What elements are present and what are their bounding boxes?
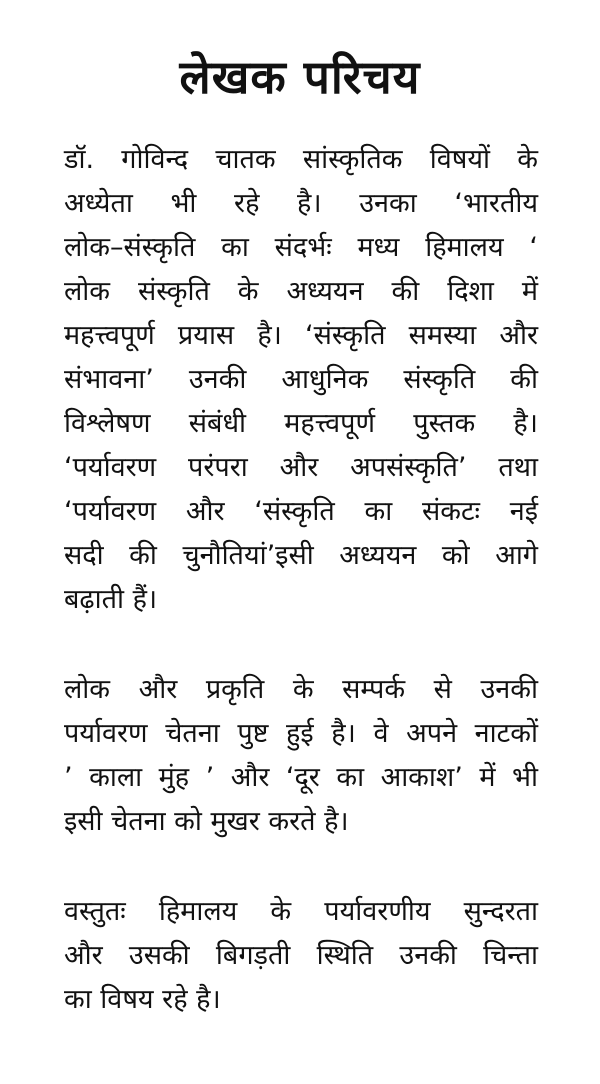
page-title: लेखक परिचय xyxy=(179,50,421,104)
paragraph-3-line: का विषय रहे है। xyxy=(64,984,221,1015)
paragraph-1-line: ‘पर्यावरण और ‘संस्कृति का संकटः नई xyxy=(64,496,538,527)
paragraph-1-line: लोक संस्कृति के अध्ययन की दिशा में xyxy=(64,276,538,307)
paragraph-2-line: पर्यावरण चेतना पुष्ट हुई है। वे अपने नाटकों xyxy=(64,718,538,749)
paragraph-2-line: ’ काला मुंह ’ और ‘दूर का आकाश’ में भी xyxy=(64,762,538,793)
paragraph-2-line: इसी चेतना को मुखर करते है। xyxy=(64,806,349,837)
paragraph-1-line: लोक–संस्कृति का संदर्भः मध्य हिमालय ‘ xyxy=(64,232,538,263)
paragraph-1-line: संभावना’ उनकी आधुनिक संस्कृति की xyxy=(64,364,538,395)
paragraph-1-line: डॉ. गोविन्द चातक सांस्कृतिक विषयों के xyxy=(64,144,538,175)
paragraph-1-line: बढ़ाती हैं। xyxy=(64,584,158,615)
paragraph-3-line: और उसकी बिगड़ती स्थिति उनकी चिन्ता xyxy=(64,940,538,971)
paragraph-1-line: सदी की चुनौतियां’इसी अध्ययन को आगे xyxy=(64,540,538,571)
paragraph-1-line: ‘पर्यावरण परंपरा और अपसंस्कृति’ तथा xyxy=(64,452,538,483)
paragraph-2-line: लोक और प्रकृति के सम्पर्क से उनकी xyxy=(64,674,538,705)
paragraph-3-line: वस्तुतः हिमालय के पर्यावरणीय सुन्दरता xyxy=(64,896,538,927)
paragraph-1-line: अध्येता भी रहे है। उनका ‘भारतीय xyxy=(64,188,538,219)
paragraph-1-line: विश्लेषण संबंधी महत्त्वपूर्ण पुस्तक है। xyxy=(64,408,538,439)
paragraph-1-line: महत्त्वपूर्ण प्रयास है। ‘संस्कृति समस्या और xyxy=(64,320,538,351)
